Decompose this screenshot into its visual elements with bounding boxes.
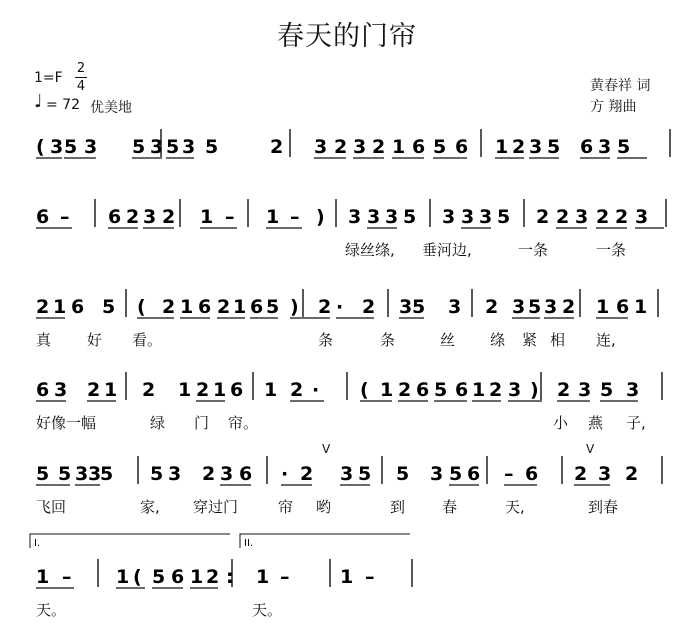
lyric-2-4: 一条 bbox=[596, 241, 627, 259]
staff-row-2 bbox=[0, 195, 694, 275]
lyric-6-1: 天。 bbox=[36, 601, 67, 619]
note-5-11: · bbox=[281, 463, 289, 485]
note-4-2: 3 bbox=[54, 379, 68, 401]
note-4-13: ( bbox=[360, 379, 369, 401]
note-4-16: 6 bbox=[416, 379, 430, 401]
note-3-16: 2 bbox=[362, 296, 376, 318]
note-3-12: 5 bbox=[266, 296, 280, 318]
breath-mark-2: V bbox=[586, 442, 595, 456]
staff-row-notation bbox=[0, 285, 694, 325]
quarter-note-icon: ♩ bbox=[34, 91, 43, 112]
note-1-8: 3 bbox=[182, 136, 196, 158]
lyric-3-1: 真 bbox=[36, 331, 52, 349]
note-5-14: 5 bbox=[358, 463, 372, 485]
note-1-19: 1 bbox=[495, 136, 509, 158]
note-1-12: 2 bbox=[334, 136, 348, 158]
note-2-6: 2 bbox=[162, 206, 176, 228]
composer-credit: 方 翔曲 bbox=[590, 99, 637, 115]
note-4-17: 5 bbox=[434, 379, 448, 401]
note-1-1: ( bbox=[36, 136, 45, 158]
note-1-16: 6 bbox=[412, 136, 426, 158]
note-1-14: 2 bbox=[372, 136, 386, 158]
note-1-18: 6 bbox=[455, 136, 469, 158]
note-4-9: 6 bbox=[230, 379, 244, 401]
note-6-4: ( bbox=[133, 566, 142, 588]
note-3-8: 6 bbox=[198, 296, 212, 318]
note-4-15: 2 bbox=[398, 379, 412, 401]
lyric-4-5: 小 bbox=[553, 414, 569, 432]
note-2-18: 3 bbox=[479, 206, 493, 228]
note-2-4: 2 bbox=[126, 206, 140, 228]
note-1-6: 3 bbox=[150, 136, 164, 158]
note-5-9: 3 bbox=[220, 463, 234, 485]
note-4-20: 2 bbox=[489, 379, 503, 401]
staff-row-3 bbox=[0, 285, 694, 365]
note-5-22: 3 bbox=[598, 463, 612, 485]
note-3-14: 2 bbox=[318, 296, 332, 318]
note-4-6: 1 bbox=[178, 379, 192, 401]
note-6-3: 1 bbox=[116, 566, 130, 588]
note-3-7: 1 bbox=[180, 296, 194, 318]
note-2-23: 2 bbox=[596, 206, 610, 228]
volta-lines bbox=[0, 530, 694, 554]
note-5-8: 2 bbox=[202, 463, 216, 485]
time-signature-bar bbox=[75, 77, 87, 78]
note-1-4: 3 bbox=[84, 136, 98, 158]
staff-row-6 bbox=[0, 555, 694, 635]
note-5-5: 5 bbox=[100, 463, 114, 485]
note-5-10: 6 bbox=[239, 463, 253, 485]
note-2-20: 2 bbox=[536, 206, 550, 228]
note-5-3: 3 bbox=[75, 463, 89, 485]
lyric-3-10: 连, bbox=[596, 331, 616, 349]
lyric-5-4: 帘 bbox=[278, 498, 294, 516]
staff-row-notation bbox=[0, 452, 694, 492]
note-3-17: 3 bbox=[399, 296, 413, 318]
volta-bracket-2 bbox=[240, 534, 410, 548]
note-1-9: 5 bbox=[205, 136, 219, 158]
note-2-21: 2 bbox=[556, 206, 570, 228]
lyric-3-2: 好 bbox=[87, 331, 103, 349]
note-2-5: 3 bbox=[143, 206, 157, 228]
note-5-7: 3 bbox=[168, 463, 182, 485]
note-4-19: 1 bbox=[472, 379, 486, 401]
staff-row-notation bbox=[0, 368, 694, 408]
lyric-4-7: 子, bbox=[626, 414, 646, 432]
note-1-25: 5 bbox=[617, 136, 631, 158]
lyric-3-4: 条 bbox=[318, 331, 334, 349]
note-5-6: 5 bbox=[150, 463, 164, 485]
note-5-21: 2 bbox=[574, 463, 588, 485]
note-6-7: 1 bbox=[190, 566, 204, 588]
note-2-10: – bbox=[290, 206, 300, 228]
note-3-9: 2 bbox=[217, 296, 231, 318]
note-3-5: ( bbox=[137, 296, 146, 318]
note-5-2: 5 bbox=[58, 463, 72, 485]
lyric-3-9: 相 bbox=[550, 331, 566, 349]
note-5-1: 5 bbox=[36, 463, 50, 485]
note-1-3: 5 bbox=[64, 136, 78, 158]
note-6-10: 1 bbox=[256, 566, 270, 588]
note-5-18: 6 bbox=[467, 463, 481, 485]
note-2-17: 3 bbox=[461, 206, 475, 228]
note-3-1: 2 bbox=[36, 296, 50, 318]
note-4-22: ) bbox=[530, 379, 539, 401]
lyric-5-6: 到 bbox=[390, 498, 406, 516]
note-2-16: 3 bbox=[442, 206, 456, 228]
note-3-3: 6 bbox=[71, 296, 85, 318]
note-1-10: 2 bbox=[270, 136, 284, 158]
volta-label-2: II. bbox=[244, 538, 254, 549]
note-2-9: 1 bbox=[266, 206, 280, 228]
note-1-13: 3 bbox=[353, 136, 367, 158]
note-1-2: 3 bbox=[50, 136, 64, 158]
staff-row-4 bbox=[0, 368, 694, 448]
note-4-4: 1 bbox=[104, 379, 118, 401]
note-6-8: 2 bbox=[206, 566, 220, 588]
note-4-24: 3 bbox=[578, 379, 592, 401]
note-3-18: 5 bbox=[412, 296, 426, 318]
staff-row-notation bbox=[0, 125, 694, 165]
note-2-2: – bbox=[60, 206, 70, 228]
lyric-6-2: 天。 bbox=[252, 601, 283, 619]
note-1-7: 5 bbox=[166, 136, 180, 158]
note-2-1: 6 bbox=[36, 206, 50, 228]
note-6-1: 1 bbox=[36, 566, 50, 588]
note-3-19: 3 bbox=[448, 296, 462, 318]
note-2-24: 2 bbox=[615, 206, 629, 228]
lyric-3-7: 绦 bbox=[490, 331, 506, 349]
lyric-3-6: 丝 bbox=[440, 331, 456, 349]
note-2-8: – bbox=[225, 206, 235, 228]
lyric-5-8: 天, bbox=[505, 498, 525, 516]
note-6-2: – bbox=[62, 566, 72, 588]
note-2-11: ) bbox=[316, 206, 325, 228]
volta-brackets bbox=[0, 530, 694, 558]
lyricist-credit: 黄春祥 词 bbox=[590, 78, 651, 94]
note-5-23: 2 bbox=[625, 463, 639, 485]
note-1-5: 5 bbox=[132, 136, 146, 158]
staff-row-5 bbox=[0, 452, 694, 532]
lyric-4-1: 好像一幅 bbox=[36, 414, 97, 432]
volta-label-1: I. bbox=[34, 538, 41, 549]
lyric-5-2: 家, bbox=[140, 498, 160, 516]
expression-mark: 优美地 bbox=[90, 100, 132, 116]
volta-bracket-1 bbox=[30, 534, 230, 548]
note-3-21: 3 bbox=[512, 296, 526, 318]
note-1-17: 5 bbox=[433, 136, 447, 158]
note-1-20: 2 bbox=[512, 136, 526, 158]
note-3-6: 2 bbox=[162, 296, 176, 318]
note-2-7: 1 bbox=[200, 206, 214, 228]
note-6-13: – bbox=[365, 566, 375, 588]
note-4-7: 2 bbox=[196, 379, 210, 401]
note-1-24: 3 bbox=[598, 136, 612, 158]
note-4-18: 6 bbox=[455, 379, 469, 401]
note-4-5: 2 bbox=[142, 379, 156, 401]
note-2-15: 5 bbox=[403, 206, 417, 228]
note-5-20: 6 bbox=[525, 463, 539, 485]
note-1-15: 1 bbox=[392, 136, 406, 158]
note-5-12: 2 bbox=[300, 463, 314, 485]
lyric-3-3: 看。 bbox=[132, 331, 163, 349]
note-5-16: 3 bbox=[430, 463, 444, 485]
note-3-20: 2 bbox=[485, 296, 499, 318]
note-5-15: 5 bbox=[396, 463, 410, 485]
note-2-13: 3 bbox=[367, 206, 381, 228]
note-4-10: 1 bbox=[264, 379, 278, 401]
lyric-2-1: 绿丝绦, bbox=[345, 241, 395, 259]
note-2-25: 3 bbox=[635, 206, 649, 228]
note-4-23: 2 bbox=[557, 379, 571, 401]
note-3-2: 1 bbox=[53, 296, 67, 318]
lyric-5-5: 哟 bbox=[316, 498, 332, 516]
note-2-3: 6 bbox=[108, 206, 122, 228]
note-3-26: 6 bbox=[616, 296, 630, 318]
lyric-4-4: 帘。 bbox=[228, 414, 259, 432]
note-5-17: 5 bbox=[449, 463, 463, 485]
note-4-3: 2 bbox=[87, 379, 101, 401]
note-6-5: 5 bbox=[152, 566, 166, 588]
staff-row-notation bbox=[0, 555, 694, 595]
lyric-3-5: 条 bbox=[380, 331, 396, 349]
lyric-4-6: 燕 bbox=[588, 414, 604, 432]
note-5-4: 3 bbox=[88, 463, 102, 485]
key-signature: 1=F bbox=[34, 70, 63, 86]
note-6-11: – bbox=[280, 566, 290, 588]
note-3-4: 5 bbox=[102, 296, 116, 318]
lyric-5-9: 到春 bbox=[588, 498, 619, 516]
note-3-27: 1 bbox=[634, 296, 648, 318]
note-3-15: · bbox=[336, 296, 344, 318]
note-4-21: 3 bbox=[508, 379, 522, 401]
breath-mark-1: V bbox=[322, 442, 331, 456]
lyric-5-3: 穿过门 bbox=[193, 498, 239, 516]
note-4-11: 2 bbox=[290, 379, 304, 401]
lyric-2-3: 一条 bbox=[518, 241, 549, 259]
note-5-13: 3 bbox=[340, 463, 354, 485]
note-4-14: 1 bbox=[380, 379, 394, 401]
note-6-12: 1 bbox=[340, 566, 354, 588]
song-title: 春天的门帘 bbox=[277, 21, 417, 52]
note-2-19: 5 bbox=[497, 206, 511, 228]
note-4-26: 3 bbox=[626, 379, 640, 401]
note-4-12: · bbox=[312, 379, 320, 401]
time-signature-top: 2 bbox=[76, 61, 86, 76]
note-1-22: 5 bbox=[547, 136, 561, 158]
staff-row-notation bbox=[0, 195, 694, 235]
note-3-11: 6 bbox=[250, 296, 264, 318]
note-1-23: 6 bbox=[580, 136, 594, 158]
note-2-22: 3 bbox=[575, 206, 589, 228]
note-4-8: 1 bbox=[213, 379, 227, 401]
lyric-3-8: 紧 bbox=[522, 331, 538, 349]
time-signature-bottom: 4 bbox=[76, 79, 86, 94]
note-3-24: 2 bbox=[562, 296, 576, 318]
note-3-13: ) bbox=[290, 296, 299, 318]
note-4-1: 6 bbox=[36, 379, 50, 401]
note-3-23: 3 bbox=[544, 296, 558, 318]
note-6-9: : bbox=[226, 566, 234, 588]
note-1-11: 3 bbox=[314, 136, 328, 158]
lyric-4-3: 门 bbox=[194, 414, 210, 432]
note-3-25: 1 bbox=[596, 296, 610, 318]
tempo-mark: = 72 bbox=[46, 97, 80, 113]
note-1-21: 3 bbox=[529, 136, 543, 158]
lyric-2-2: 垂河边, bbox=[422, 241, 472, 259]
note-2-14: 3 bbox=[385, 206, 399, 228]
note-5-19: – bbox=[504, 463, 514, 485]
note-6-6: 6 bbox=[171, 566, 185, 588]
lyric-4-2: 绿 bbox=[150, 414, 166, 432]
lyric-5-1: 飞回 bbox=[36, 498, 67, 516]
staff-row-1 bbox=[0, 125, 694, 205]
note-3-22: 5 bbox=[528, 296, 542, 318]
note-3-10: 1 bbox=[233, 296, 247, 318]
note-2-12: 3 bbox=[348, 206, 362, 228]
lyric-5-7: 春 bbox=[442, 498, 458, 516]
note-4-25: 5 bbox=[600, 379, 614, 401]
